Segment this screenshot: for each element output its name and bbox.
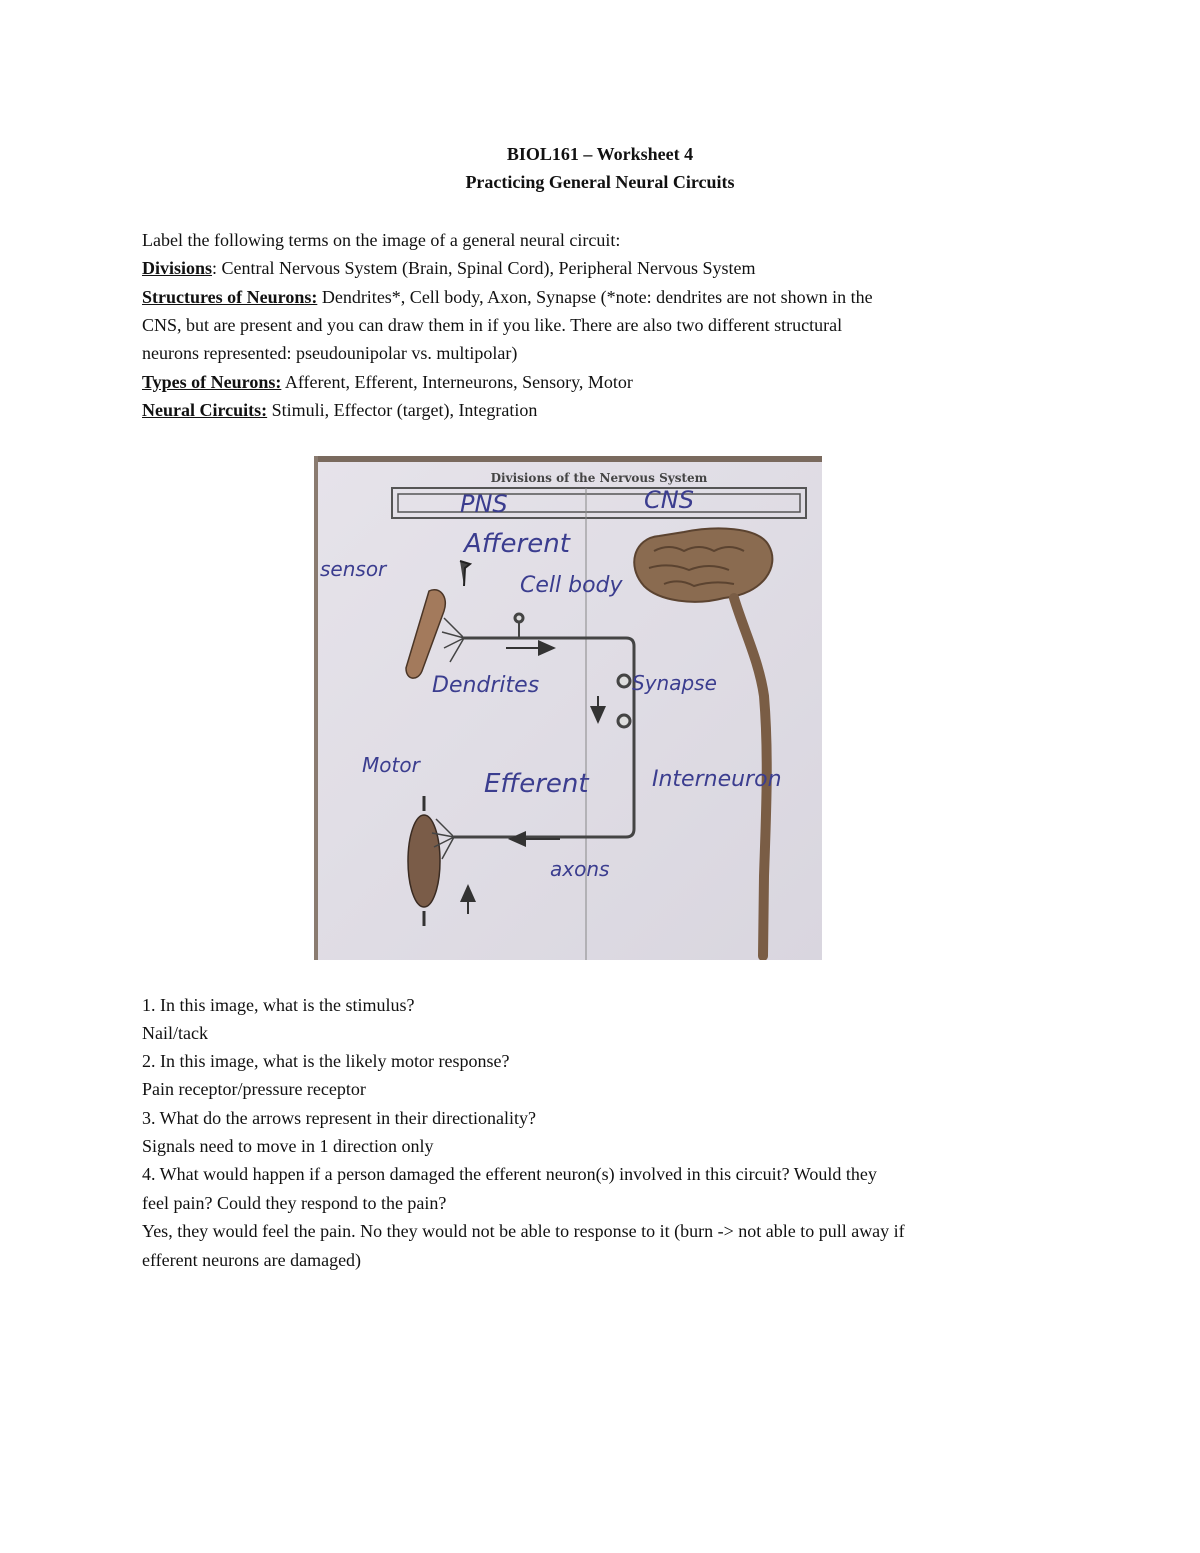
circuits-line — [142, 396, 537, 424]
label-axons: axons — [550, 857, 610, 881]
worksheet-subtitle: Practicing General Neural Circuits — [465, 172, 735, 192]
question-3: 3. What do the arrows represent in their directionality? — [142, 1108, 537, 1128]
neural-circuit-photo — [314, 456, 822, 960]
label-motor: Motor — [362, 753, 420, 777]
answer-2: Pain receptor/pressure receptor — [142, 1079, 366, 1099]
label-efferent: Efferent — [484, 769, 589, 799]
label-dendrites: Dendrites — [432, 673, 540, 698]
label-cns: CNS — [644, 486, 694, 514]
divisions-label: Divisions — [142, 258, 213, 278]
structures-text-2: CNS, but are present and you can draw them in if you like. There are also two different structural — [142, 315, 843, 335]
label-pns: PNS — [460, 490, 508, 518]
question-4-line-1: 4. What would happen if a person damaged the efferent neuron(s) involved in this circuit? Would they — [142, 1164, 877, 1184]
question-2: 2. In this image, what is the likely motor response? — [142, 1051, 510, 1071]
structures-line — [142, 283, 873, 311]
divisions-text: : Central Nervous System (Brain, Spinal Cord), Peripheral Nervous System — [212, 258, 756, 278]
circuits-text: Stimuli, Effector (target), Integration — [267, 400, 538, 420]
answer-4-line-2: efferent neurons are damaged) — [142, 1250, 362, 1270]
diagram-heading: Divisions of the Nervous System — [490, 471, 708, 485]
answer-4-line-1: Yes, they would feel the pain. No they would not be able to response to it (burn -> not able to pull away if — [142, 1221, 905, 1241]
label-cell-body: Cell body — [520, 573, 623, 598]
label-synapse: Synapse — [632, 671, 717, 695]
types-text: Afferent, Efferent, Interneurons, Sensory, Motor — [281, 372, 633, 392]
structures-text-1: Dendrites*, Cell body, Axon, Synapse (*note: dendrites are not shown in the — [317, 287, 873, 307]
types-label: Types of Neurons: — [142, 372, 282, 392]
answer-3: Signals need to move in 1 direction only — [142, 1136, 434, 1156]
divisions-line — [142, 254, 755, 282]
instructions-intro: Label the following terms on the image of a general neural circuit: — [142, 230, 621, 250]
label-interneuron: Interneuron — [652, 767, 782, 792]
worksheet-title: BIOL161 – Worksheet 4 — [506, 144, 694, 164]
label-sensor: sensor — [320, 557, 387, 581]
types-line — [142, 368, 633, 396]
answer-1: Nail/tack — [142, 1023, 208, 1043]
structures-label: Structures of Neurons: — [142, 287, 318, 307]
question-1: 1. In this image, what is the stimulus? — [142, 995, 415, 1015]
structures-text-3: neurons represented: pseudounipolar vs. multipolar) — [142, 343, 518, 363]
label-afferent: Afferent — [464, 529, 570, 559]
question-4-line-2: feel pain? Could they respond to the pain? — [142, 1193, 447, 1213]
circuits-label: Neural Circuits: — [142, 400, 268, 420]
